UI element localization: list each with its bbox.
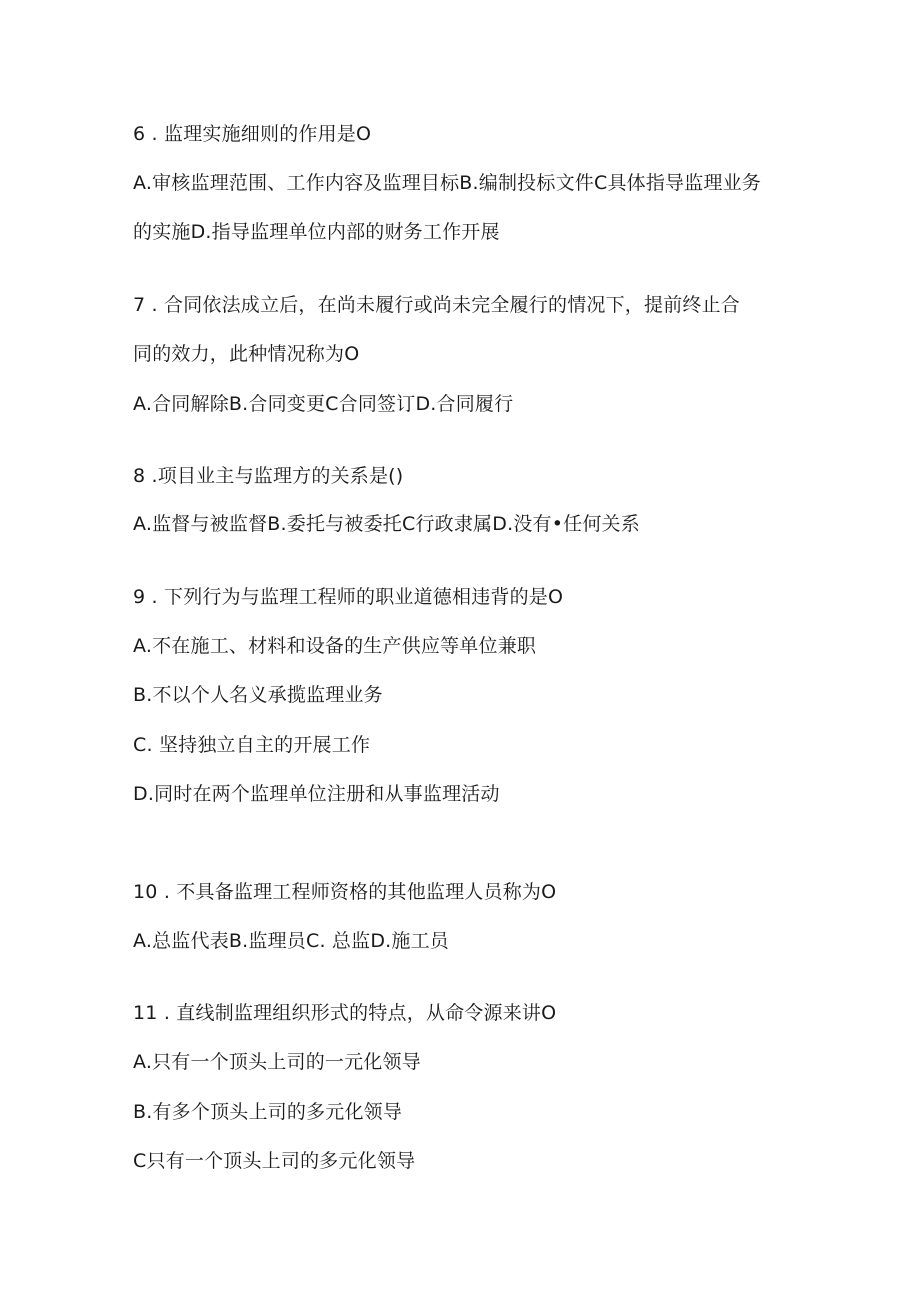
question-11-option-a: A.只有一个顶头上司的一元化领导 [133, 1051, 421, 1073]
question-9-prompt: 9 . 下列行为与监理工程师的职业道德相违背的是O [133, 586, 564, 608]
question-9-option-c: C. 坚持独立自主的开展工作 [133, 734, 371, 756]
question-11-option-c: C只有一个顶头上司的多元化领导 [133, 1150, 416, 1172]
question-7-prompt-line-2: 同的效力，此种情况称为O [133, 343, 360, 365]
question-9-option-d: D.同时在两个监理单位注册和从事监理活动 [133, 783, 500, 805]
question-9-option-b: B.不以个人名义承揽监理业务 [133, 684, 383, 706]
question-8-options: A.监督与被监督B.委托与被委托C行政隶属D.没有•任何关系 [133, 513, 640, 535]
question-6-options-line-2: 的实施D.指导监理单位内部的财务工作开展 [133, 221, 500, 243]
question-7-prompt-line-1: 7 . 合同依法成立后，在尚未履行或尚未完全履行的情况下，提前终止合 [133, 294, 741, 316]
question-10-options: A.总监代表B.监理员C. 总监D.施工员 [133, 930, 449, 952]
question-6-options-line-1: A.审核监理范围、工作内容及监理目标B.编制投标文件C具体指导监理业务 [133, 172, 762, 194]
question-9-option-a: A.不在施工、材料和设备的生产供应等单位兼职 [133, 635, 537, 657]
question-11-prompt: 11 . 直线制监理组织形式的特点，从命令源来讲O [133, 1002, 557, 1024]
question-6-prompt: 6 . 监理实施细则的作用是O [133, 123, 372, 145]
question-11-option-b: B.有多个顶头上司的多元化领导 [133, 1101, 403, 1123]
question-10-prompt: 10 . 不具备监理工程师资格的其他监理人员称为O [133, 881, 557, 903]
question-8-prompt: 8 .项目业主与监理方的关系是() [133, 465, 404, 487]
question-7-options: A.合同解除B.合同变更C合同签订D.合同履行 [133, 393, 514, 415]
